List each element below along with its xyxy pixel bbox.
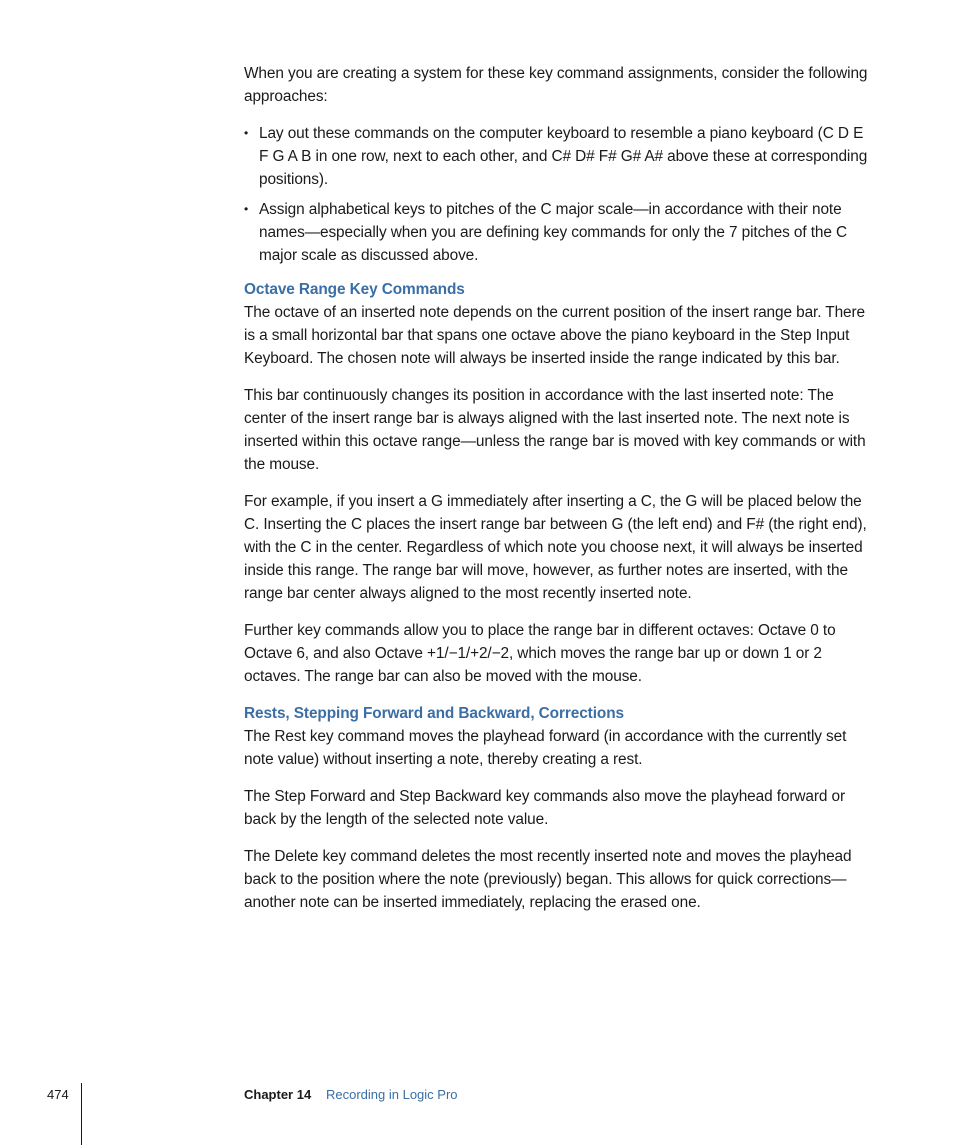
bullet-icon: • [244,126,249,140]
footer-chapter-title: Recording in Logic Pro [326,1087,458,1102]
section-heading-octave-range: Octave Range Key Commands [244,281,465,298]
intro-paragraph: When you are creating a system for these key command assignments, consider the following approaches: [244,65,868,105]
paragraph: This bar continuously changes its position in accordance with the last inserted note: The center of the insert range bar is always aligned with the last inserted note. The next note is inserted within this octave range—unless the range bar is moved with key commands or with the mouse. [244,387,866,473]
paragraph: The Delete key command deletes the most recently inserted note and moves the playhead back to the position where the note (previously) began. This allows for quick corrections—another note can be inserted immediately, replacing the erased one. [244,848,852,911]
paragraph: Further key commands allow you to place the range bar in different octaves: Octave 0 to Octave 6, and also Octave +1/−1/+2/−2, which moves the range bar up or down 1 or 2 octaves. The range bar can also be moved with the mouse. [244,622,836,685]
approaches-list [244,122,876,267]
paragraph: The octave of an inserted note depends on the current position of the insert range bar. There is a small horizontal bar that spans one octave above the piano keyboard in the Step Input Keyboard. The chosen note will always be inserted inside the range indicated by this bar. [244,304,865,367]
paragraph: The Step Forward and Step Backward key commands also move the playhead forward or back by the length of the selected note value. [244,788,845,828]
main-content [244,62,876,928]
list-item-text: Lay out these commands on the computer keyboard to resemble a piano keyboard (C D E F G A B in one row, next to each other, and C# D# F# G# A# above these at corresponding positions). [259,125,868,188]
list-item-text: Assign alphabetical keys to pitches of the C major scale—in accordance with their note names—especially when you are defining key commands for only the 7 pitches of the C major scale as discussed above. [259,201,847,264]
list-item [244,198,876,267]
paragraph: For example, if you insert a G immediately after inserting a C, the G will be placed below the C. Inserting the C places the insert range bar between G (the left end) and F# (the right end), with the C in the center. Regardless of which note you choose next, it will always be inserted inside this range. The range bar will move, however, as further notes are inserted, with the range bar center always aligned to the most recently inserted note. [244,493,867,602]
page-number: 474 [47,1087,69,1102]
bullet-icon: • [244,202,249,216]
paragraph: The Rest key command moves the playhead forward (in accordance with the currently set note value) without inserting a note, thereby creating a rest. [244,728,847,768]
footer-divider [81,1083,82,1145]
list-item [244,122,876,191]
footer-chapter-label: Chapter 14 [244,1087,312,1102]
section-heading-rests: Rests, Stepping Forward and Backward, Corrections [244,705,624,722]
